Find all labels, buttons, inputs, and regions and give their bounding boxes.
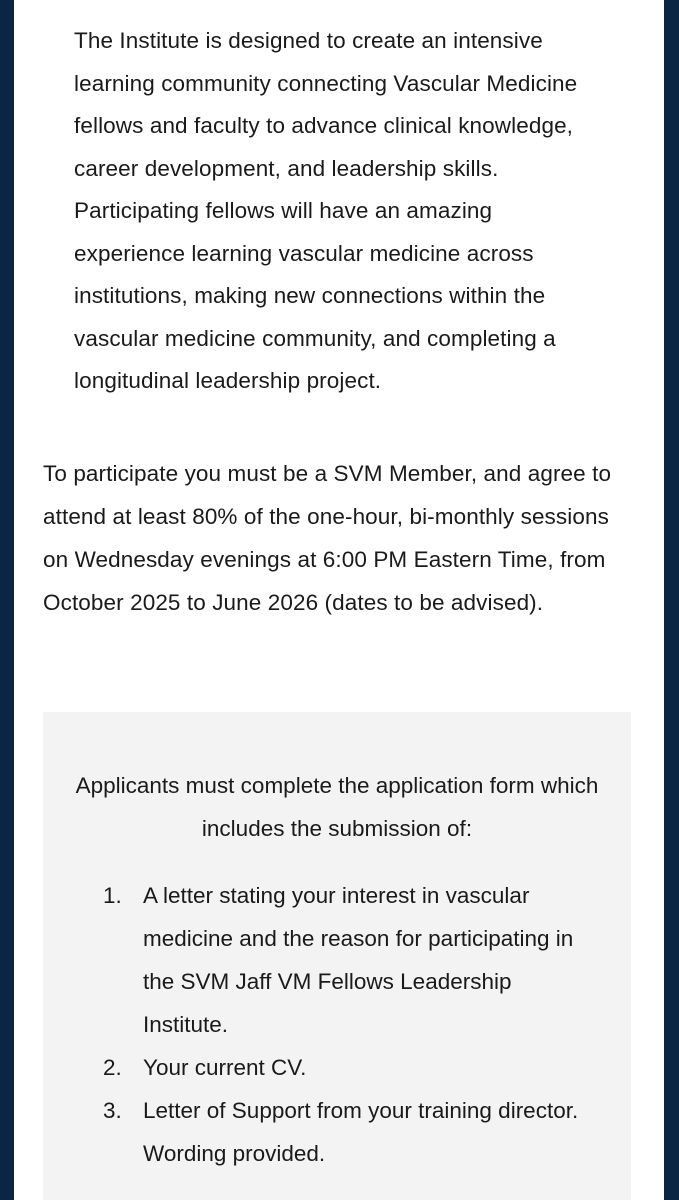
- content-card: [14, 0, 664, 1200]
- requirement-text: Your current CV.: [143, 1055, 307, 1080]
- requirement-number: 2.: [103, 1055, 122, 1080]
- requirement-text: Letter of Support from your training director. Wording provided.: [143, 1098, 579, 1166]
- requirement-number: 1.: [103, 883, 122, 908]
- eligibility-paragraph: To participate you must be a SVM Member, and agree to attend at least 80% of the one-hour, bi-monthly sessions on Wednesday evenings at 6:00 PM Eastern Time, from October 2025 to June 2026 (dates to be advised).: [43, 461, 612, 615]
- requirement-text: A letter stating your interest in vascular medicine and the reason for participating in the SVM Jaff VM Fellows Leadership Institute.: [143, 883, 574, 1037]
- requirement-item: [93, 1046, 593, 1089]
- requirement-item: [93, 1089, 593, 1175]
- requirement-number: 3.: [103, 1098, 122, 1123]
- intro-paragraph: The Institute is designed to create an intensive learning community connecting Vascular Medicine fellows and faculty to advance clinical knowledge, career development, and leadership skills. Participating fellows will have an amazing experience learning vascular medicine across institutions, making new connections within the vascular medicine community, and completing a longitudinal leadership project.: [74, 28, 578, 393]
- application-intro: Applicants must complete the application form which includes the submission of:: [75, 773, 599, 841]
- application-requirements-box: [43, 712, 631, 1200]
- requirement-item: [93, 874, 593, 1046]
- requirements-list: [93, 874, 593, 1175]
